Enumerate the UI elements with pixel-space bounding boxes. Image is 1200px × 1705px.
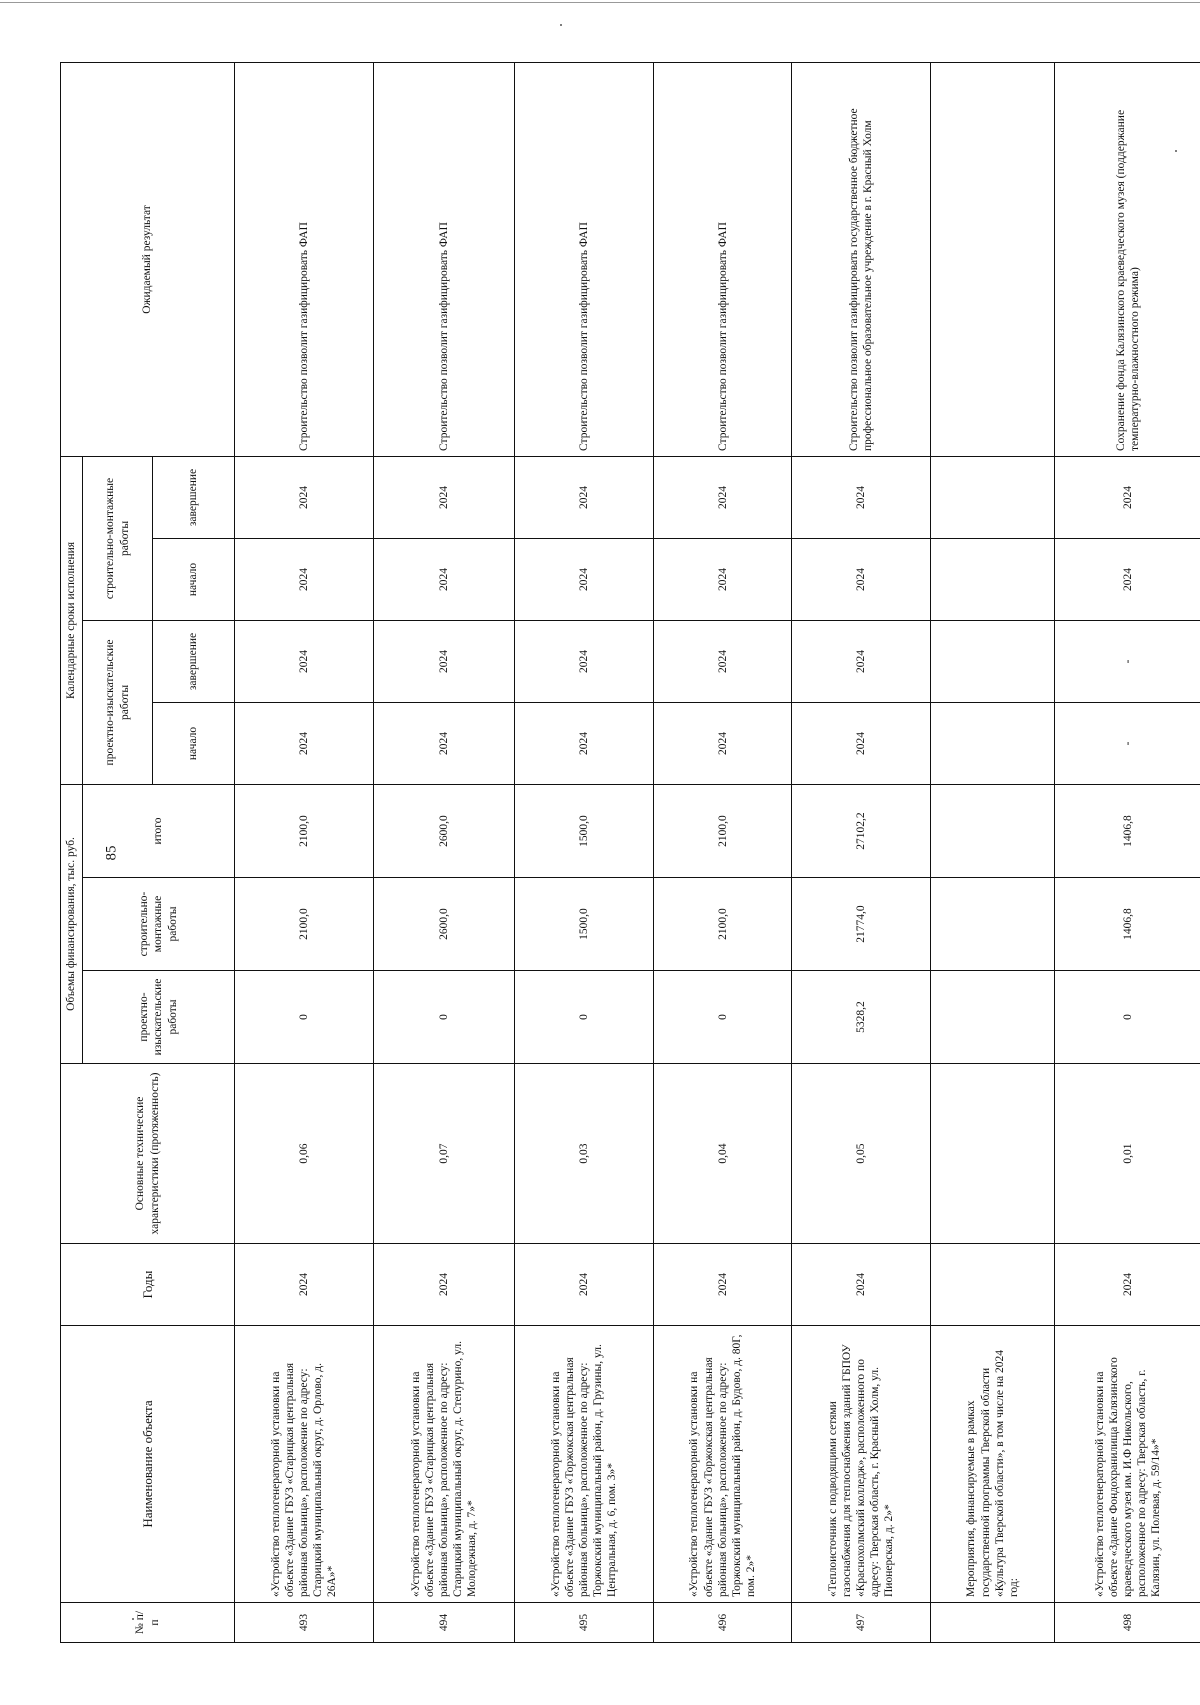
cell-name: «Устройство теплогенераторной установки на объекте «Здание ГБУЗ «Старицкая центральная районная больница», расположенное по адресу: Старицкий муниципальный округ, д. Степурино, ул. Молодежная, д. 7»* [373,1326,515,1603]
table-row [1055,62,1200,1642]
header-construction-sub: строительно-монтажные работы [83,456,153,620]
cell-name: Мероприятия, финансируемые в рамках государственной программы Тверской области «Культура Тверской области», в том числе на 2024 год: [930,1326,1054,1603]
cell-year: 2024 [653,1244,792,1326]
table-row [373,62,515,1642]
cell-construction-start: 2024 [515,538,654,620]
cell-total [930,784,1054,877]
cell-construction-start: 2024 [235,538,374,620]
table-row [792,62,931,1642]
cell-construction [930,878,1054,971]
cell-total: 2600,0 [373,784,515,877]
cell-name: «Устройство теплогенераторной установки на объекте «Здание Фондохранилища Калязинского краеведческого музея им. И.Ф Никольского, расположенное по адресу: Тверская область, г. Калязин, ул. Полевая, д. 59/14»* [1055,1326,1200,1603]
cell-year: 2024 [235,1244,374,1326]
header-construction-start: начало [153,538,235,620]
cell-design: 5328,2 [792,971,931,1064]
cell-design: 0 [653,971,792,1064]
cell-result: Строительство позволит газифицировать ФАП [653,62,792,456]
cell-tech: 0,07 [373,1064,515,1244]
cell-design-end: 2024 [792,620,931,702]
table-row [653,62,792,1642]
cell-construction-end: 2024 [1055,456,1200,538]
cell-year: 2024 [1055,1244,1200,1326]
cell-result: Строительство позволит газифицировать ФАП [235,62,374,456]
cell-total: 27102,2 [792,784,931,877]
cell-year: 2024 [515,1244,654,1326]
header-num: № п/п [61,1603,235,1643]
header-years: Годы [61,1244,235,1326]
cell-tech: 0,05 [792,1064,931,1244]
cell-design: 0 [373,971,515,1064]
cell-design: 0 [235,971,374,1064]
header-total: итого [83,784,235,877]
cell-construction: 21774,0 [792,878,931,971]
header-design-works: проектно-изыскательские работы [83,971,235,1064]
cell-design-start: 2024 [515,702,654,784]
cell-total: 2100,0 [653,784,792,877]
cell-construction-end: 2024 [373,456,515,538]
header-result: Ожидаемый результат [61,62,235,456]
cell-result: Строительство позволит газифицировать государственное бюджетное профессиональное образовательное учреждение в г. Красный Холм [792,62,931,456]
cell-name: «Теплоисточник с подводящими сетями газоснабжения для теплоснабжения зданий ГБПОУ «Краснохолмский колледж», расположенного по адресу: Тверская область, г. Красный Холм, ул. Пионерская, д. 2»* [792,1326,931,1603]
header-design-start: начало [153,702,235,784]
cell-total: 1500,0 [515,784,654,877]
cell-tech: 0,03 [515,1064,654,1244]
cell-construction-end: 2024 [653,456,792,538]
cell-name: «Устройство теплогенераторной установки на объекте «Здание ГБУЗ «Старицкая центральная районная больница», расположение по адресу: Старицкий муниципальный округ, д. Орлово, д. 26А»* [235,1326,374,1603]
header-construction-works: строительно-монтажные работы [83,878,235,971]
cell-design-start: - [1055,702,1200,784]
cell-year: 2024 [373,1244,515,1326]
cell-construction: 2600,0 [373,878,515,971]
registry-table-rotated [60,63,1200,1643]
cell-construction: 2100,0 [653,878,792,971]
cell-num: 494 [373,1603,515,1643]
cell-design-start: 2024 [653,702,792,784]
cell-num: 493 [235,1603,374,1643]
cell-num: 498 [1055,1603,1200,1643]
cell-design-end: 2024 [515,620,654,702]
cell-construction-start: 2024 [373,538,515,620]
header-tech: Основные технические характеристики (протяженность) [61,1064,235,1244]
cell-design: 0 [1055,971,1200,1064]
cell-tech: 0,06 [235,1064,374,1244]
cell-design-start: 2024 [792,702,931,784]
cell-construction-start: 2024 [653,538,792,620]
cell-total: 2100,0 [235,784,374,877]
cell-result [930,62,1054,456]
cell-construction-end: 2024 [792,456,931,538]
cell-name: «Устройство теплогенераторной установки на объекте «Здание ГБУЗ «Торжокская центральная районная больница», расположенное по адресу: Торжокский муниципальный район, д. Будово, д. 80Г, пом. 2»* [653,1326,792,1603]
cell-construction-start: 2024 [1055,538,1200,620]
cell-result: Сохранение фонда Калязинского краеведческого музея (поддержание температурно-влажностного режима) [1055,62,1200,456]
cell-tech: 0,04 [653,1064,792,1244]
cell-design [930,971,1054,1064]
header-construction-end: завершение [153,456,235,538]
cell-construction-start: 2024 [792,538,931,620]
cell-num: 496 [653,1603,792,1643]
table-row [235,62,374,1642]
cell-design-end: - [1055,620,1200,702]
cell-construction-end [930,456,1054,538]
cell-construction: 1500,0 [515,878,654,971]
cell-result: Строительство позволит газифицировать ФАП [373,62,515,456]
cell-design-end [930,620,1054,702]
cell-design-end: 2024 [653,620,792,702]
cell-design-end: 2024 [235,620,374,702]
cell-construction-end: 2024 [235,456,374,538]
header-design-sub: проектно-изыскательские работы [83,620,153,784]
cell-year: 2024 [792,1244,931,1326]
cell-construction: 2100,0 [235,878,374,971]
registry-table [60,62,1200,1643]
cell-result: Строительство позволит газифицировать ФАП [515,62,654,456]
cell-tech [930,1064,1054,1244]
cell-design-end: 2024 [373,620,515,702]
cell-num: 495 [515,1603,654,1643]
cell-total: 1406,8 [1055,784,1200,877]
cell-construction: 1406,8 [1055,878,1200,971]
cell-tech: 0,01 [1055,1064,1200,1244]
header-terms: Календарные сроки исполнения [61,456,83,784]
header-name: Наименование объекта [61,1326,235,1603]
cell-construction-start [930,538,1054,620]
header-design-end: завершение [153,620,235,702]
cell-design-start: 2024 [235,702,374,784]
table-row [930,62,1054,1642]
table-row [515,62,654,1642]
cell-num [930,1603,1054,1643]
cell-year [930,1244,1054,1326]
cell-design: 0 [515,971,654,1064]
cell-design-start: 2024 [373,702,515,784]
cell-design-start [930,702,1054,784]
cell-num: 497 [792,1603,931,1643]
cell-name: «Устройство теплогенераторной установки на объекте «Здание ГБУЗ «Торжокская центральная районная больница», расположенное по адресу: Торжокский муниципальный район, д. Грузины, ул. Центральная, д. 6, пом. 3»* [515,1326,654,1603]
page-number: 85 [103,845,120,861]
cell-construction-end: 2024 [515,456,654,538]
header-funding: Объемы финансирования, тыс. руб. [61,784,83,1063]
